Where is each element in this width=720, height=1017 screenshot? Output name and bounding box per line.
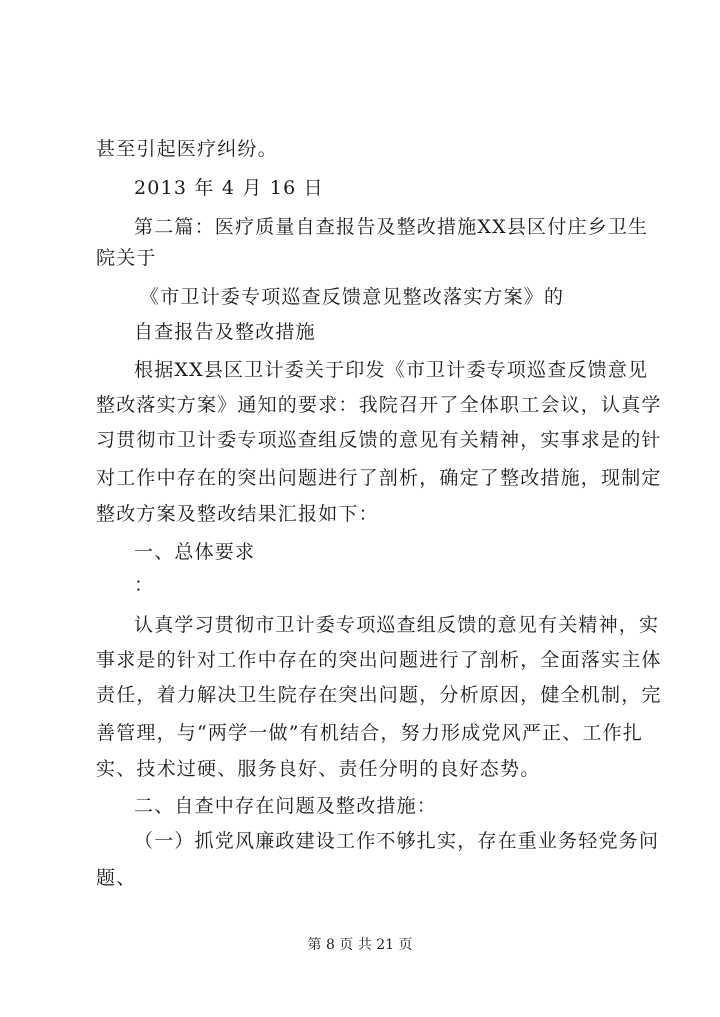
section-title-line: 院关于 <box>96 247 157 269</box>
paragraph-line: 根据XX县区卫计委关于印发《市卫计委专项巡查反馈意见 <box>134 359 649 381</box>
report-title-line: 自查报告及整改措施 <box>134 321 316 343</box>
paragraph-line: 习贯彻市卫计委专项巡查组反馈的意见有关精神，实事求是的针 <box>96 429 662 451</box>
report-title-line: 《市卫计委专项巡查反馈意见整改落实方案》的 <box>140 286 565 308</box>
paragraph-line: 题、 <box>96 867 137 889</box>
paragraph-line: （一）抓党风廉政建设工作不够扎实，存在重业务轻党务问 <box>134 830 660 852</box>
paragraph-line: 整改落实方案》通知的要求：我院召开了全体职工会议，认真学 <box>96 394 662 416</box>
paragraph-line: 整改方案及整改结果汇报如下： <box>96 503 379 525</box>
heading-line: 一、总体要求 <box>134 541 256 563</box>
page-footer: 第 8 页 共 21 页 <box>307 937 413 953</box>
paragraph-line: 善管理，与“两学一做”有机结合，努力形成党风严正、工作扎 <box>96 722 644 744</box>
heading-line: 二、自查中存在问题及整改措施： <box>134 795 438 817</box>
paragraph-line: 事求是的针对工作中存在的突出问题进行了剖析，全面落实主体 <box>96 649 662 671</box>
text-line: ： <box>134 574 155 596</box>
section-title-line: 第二篇：医疗质量自查报告及整改措施XX县区付庄乡卫生 <box>134 216 649 238</box>
paragraph-line: 对工作中存在的突出问题进行了剖析，确定了整改措施，现制定 <box>96 467 662 489</box>
text-line: 甚至引起医疗纠纷。 <box>96 138 278 160</box>
paragraph-line: 认真学习贯彻市卫计委专项巡查组反馈的意见有关精神，实 <box>134 614 660 636</box>
paragraph-line: 责任，着力解决卫生院存在突出问题，分析原因，健全机制，完 <box>96 684 662 706</box>
paragraph-line: 实、技术过硬、服务良好、责任分明的良好态势。 <box>96 758 541 780</box>
date-line: 2013 年 4 月 16 日 <box>134 177 324 199</box>
